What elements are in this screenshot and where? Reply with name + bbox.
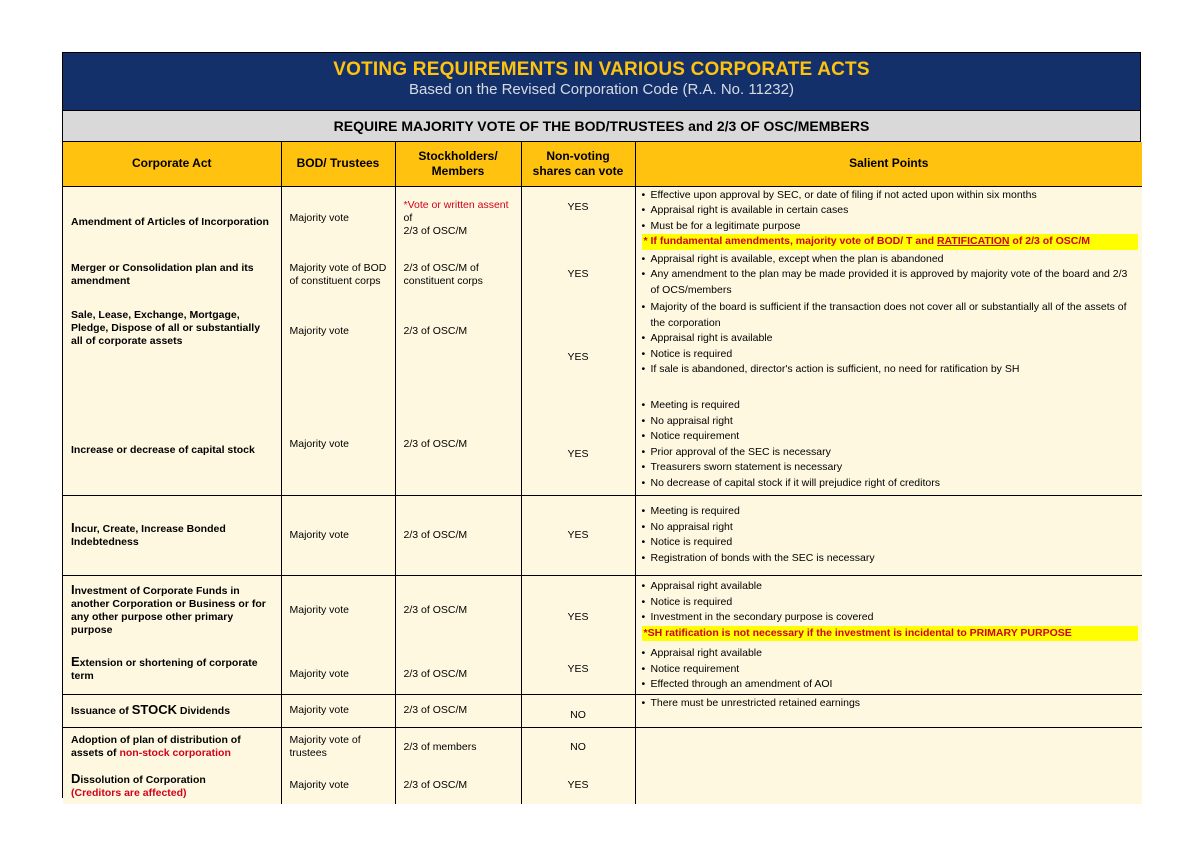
act-text: issolution of Corporation — [80, 773, 206, 786]
salient-points-cell — [635, 395, 1142, 495]
sh-cell: 2/3 of OSC/M — [395, 495, 521, 575]
header-corporate-act: Corporate Act — [63, 142, 281, 186]
header-salient-points: Salient Points — [635, 142, 1142, 186]
highlight-note — [642, 234, 1139, 250]
sh-cell: 2/3 of OSC/M — [395, 395, 521, 495]
bod-cell: Majority vote — [281, 495, 395, 575]
sh-cell: 2/3 of OSC/M — [395, 767, 521, 804]
list-item: • Appraisal right available — [642, 646, 1139, 662]
header-sh-line2: Members — [431, 163, 485, 178]
act-cell — [63, 575, 281, 645]
table-row — [63, 395, 1142, 495]
document-page — [62, 52, 1141, 798]
list-item: • Notice requirement — [642, 429, 1139, 445]
salient-points-list — [642, 398, 1139, 491]
list-item: • Appraisal right is available — [642, 331, 1139, 347]
act-text: xtension or shortening of corporate term — [71, 657, 258, 683]
salient-points-list — [642, 646, 1139, 693]
list-item: • Effective upon approval by SEC, or date of filing if not acted upon within six months — [642, 188, 1139, 204]
list-item: • No decrease of capital stock if it will prejudice right of creditors — [642, 476, 1139, 492]
bod-cell: Majority vote of trustees — [281, 727, 395, 767]
salient-points-cell — [635, 299, 1142, 395]
table-row — [63, 299, 1142, 395]
salient-points-cell — [635, 251, 1142, 300]
salient-points-cell — [635, 186, 1142, 251]
nv-cell: YES — [521, 645, 635, 694]
list-item: • Notice is required — [642, 595, 1139, 611]
list-item: • Notice requirement — [642, 662, 1139, 678]
salient-points-list — [642, 504, 1139, 566]
list-item: • Appraisal right is available, except when the plan is abandoned — [642, 252, 1139, 268]
table-row — [63, 495, 1142, 575]
list-item: • No appraisal right — [642, 520, 1139, 536]
salient-points-list — [642, 579, 1139, 626]
nv-cell: NO — [521, 694, 635, 727]
document-title: VOTING REQUIREMENTS IN VARIOUS CORPORATE ACTS — [333, 59, 870, 80]
act-cell: Merger or Consolidation plan and its amendment — [63, 251, 281, 300]
voting-requirements-table — [63, 142, 1142, 804]
highlight-text: of 2/3 of OSC/M — [1009, 235, 1090, 247]
act-cell — [63, 727, 281, 767]
table-row — [63, 251, 1142, 300]
nv-cell: YES — [521, 767, 635, 804]
act-initial: D — [71, 770, 81, 786]
bod-cell: Majority vote — [281, 186, 395, 251]
sh-cell — [395, 186, 521, 251]
sh-cell: 2/3 of OSC/M — [395, 694, 521, 727]
salient-points-cell — [635, 694, 1142, 727]
bod-cell: Majority vote of BOD of constituent corps — [281, 251, 395, 300]
list-item: • Treasurers sworn statement is necessary — [642, 460, 1139, 476]
salient-points-list — [642, 300, 1139, 378]
nv-cell: YES — [521, 575, 635, 645]
bod-cell: Majority vote — [281, 767, 395, 804]
salient-points-cell — [635, 575, 1142, 645]
highlight-text: * If fundamental amendments, majority vote of BOD/ T and — [643, 235, 937, 247]
title-band — [63, 53, 1140, 111]
table-row — [63, 694, 1142, 727]
act-text: Adoption of plan of distribution of assets of — [71, 734, 241, 760]
list-item: • Appraisal right is available in certain cases — [642, 203, 1139, 219]
nv-cell: YES — [521, 299, 635, 395]
header-nv-line1: Non-voting — [546, 148, 610, 163]
nv-cell: YES — [521, 186, 635, 251]
act-initial: I — [71, 582, 75, 598]
list-item: • Must be for a legitimate purpose — [642, 219, 1139, 235]
list-item: • Notice is required — [642, 347, 1139, 363]
list-item: • Majority of the board is sufficient if the transaction does not cover all or substantially all of the assets of the corporation — [642, 300, 1139, 331]
act-initial: E — [71, 654, 80, 670]
act-text: nvestment of Corporate Funds in another Corporation or Business or for any other purpose other primary purpose — [71, 585, 266, 637]
nv-cell: YES — [521, 395, 635, 495]
list-item: • Registration of bonds with the SEC is necessary — [642, 551, 1139, 567]
sh-note-rest: of — [403, 212, 413, 224]
salient-points-list — [642, 696, 1139, 712]
act-emphasis: STOCK — [131, 702, 177, 717]
act-text: Dividends — [176, 705, 231, 717]
salient-points-list — [642, 188, 1139, 235]
table-row — [63, 767, 1142, 804]
list-item: • Any amendment to the plan may be made provided it is approved by majority vote of the board and 2/3 of OCS/members — [642, 267, 1139, 298]
header-stockholders-members — [395, 142, 521, 186]
sh-cell: 2/3 of OSC/M of constituent corps — [395, 251, 521, 300]
act-cell — [63, 694, 281, 727]
table-row — [63, 645, 1142, 694]
table-header-row — [63, 142, 1142, 186]
header-sh-line1: Stockholders/ — [418, 148, 498, 163]
act-cell — [63, 645, 281, 694]
act-cell: Increase or decrease of capital stock — [63, 395, 281, 495]
sh-cell: 2/3 of OSC/M — [395, 299, 521, 395]
act-cell — [63, 495, 281, 575]
salient-points-cell — [635, 727, 1142, 767]
header-nv-line2: shares can vote — [532, 163, 624, 178]
header-non-voting — [521, 142, 635, 186]
list-item: • If sale is abandoned, director's action is sufficient, no need for ratification by SH — [642, 362, 1139, 378]
bod-cell: Majority vote — [281, 575, 395, 645]
highlight-note: *SH ratification is not necessary if the investment is incidental to PRIMARY PURPOSE — [642, 626, 1139, 642]
table-row — [63, 186, 1142, 251]
salient-points-cell — [635, 767, 1142, 804]
act-cell — [63, 767, 281, 804]
highlight-underlined: RATIFICATION — [936, 235, 1010, 247]
salient-points-list — [642, 252, 1139, 299]
bod-cell: Majority vote — [281, 395, 395, 495]
list-item: • Meeting is required — [642, 504, 1139, 520]
bod-cell: Majority vote — [281, 299, 395, 395]
nv-cell: NO — [521, 727, 635, 767]
act-text-red: (Creditors are affected) — [71, 786, 187, 799]
salient-points-cell — [635, 495, 1142, 575]
sh-cell: 2/3 of members — [395, 727, 521, 767]
act-text-red: non-stock corporation — [119, 747, 231, 760]
act-text: Issuance of — [71, 705, 132, 717]
list-item: • Appraisal right available — [642, 579, 1139, 595]
nv-cell: YES — [521, 251, 635, 300]
bod-cell: Majority vote — [281, 694, 395, 727]
act-cell: Sale, Lease, Exchange, Mortgage, Pledge, Dispose of all or substantially all of corporate assets — [63, 299, 281, 395]
act-text: ncur, Create, Increase Bonded Indebtedness — [71, 523, 226, 548]
list-item: • Notice is required — [642, 535, 1139, 551]
list-item: • Prior approval of the SEC is necessary — [642, 445, 1139, 461]
list-item: • Investment in the secondary purpose is covered — [642, 610, 1139, 626]
act-initial: I — [71, 520, 75, 535]
list-item: • Meeting is required — [642, 398, 1139, 414]
sh-note-red: *Vote or written assent — [403, 199, 509, 211]
section-heading: REQUIRE MAJORITY VOTE OF THE BOD/TRUSTEES and 2/3 OF OSC/MEMBERS — [63, 111, 1140, 142]
salient-points-cell — [635, 645, 1142, 694]
list-item: • Effected through an amendment of AOI — [642, 677, 1139, 693]
act-cell: Amendment of Articles of Incorporation — [63, 186, 281, 251]
sh-cell: 2/3 of OSC/M — [395, 645, 521, 694]
list-item: • No appraisal right — [642, 414, 1139, 430]
sh-line2: 2/3 of OSC/M — [403, 225, 468, 237]
nv-cell: YES — [521, 495, 635, 575]
bod-cell: Majority vote — [281, 645, 395, 694]
table-row — [63, 727, 1142, 767]
table-row — [63, 575, 1142, 645]
sh-cell: 2/3 of OSC/M — [395, 575, 521, 645]
document-subtitle: Based on the Revised Corporation Code (R.A. No. 11232) — [409, 81, 794, 98]
header-bod-trustees: BOD/ Trustees — [281, 142, 395, 186]
list-item: • There must be unrestricted retained earnings — [642, 696, 1139, 712]
